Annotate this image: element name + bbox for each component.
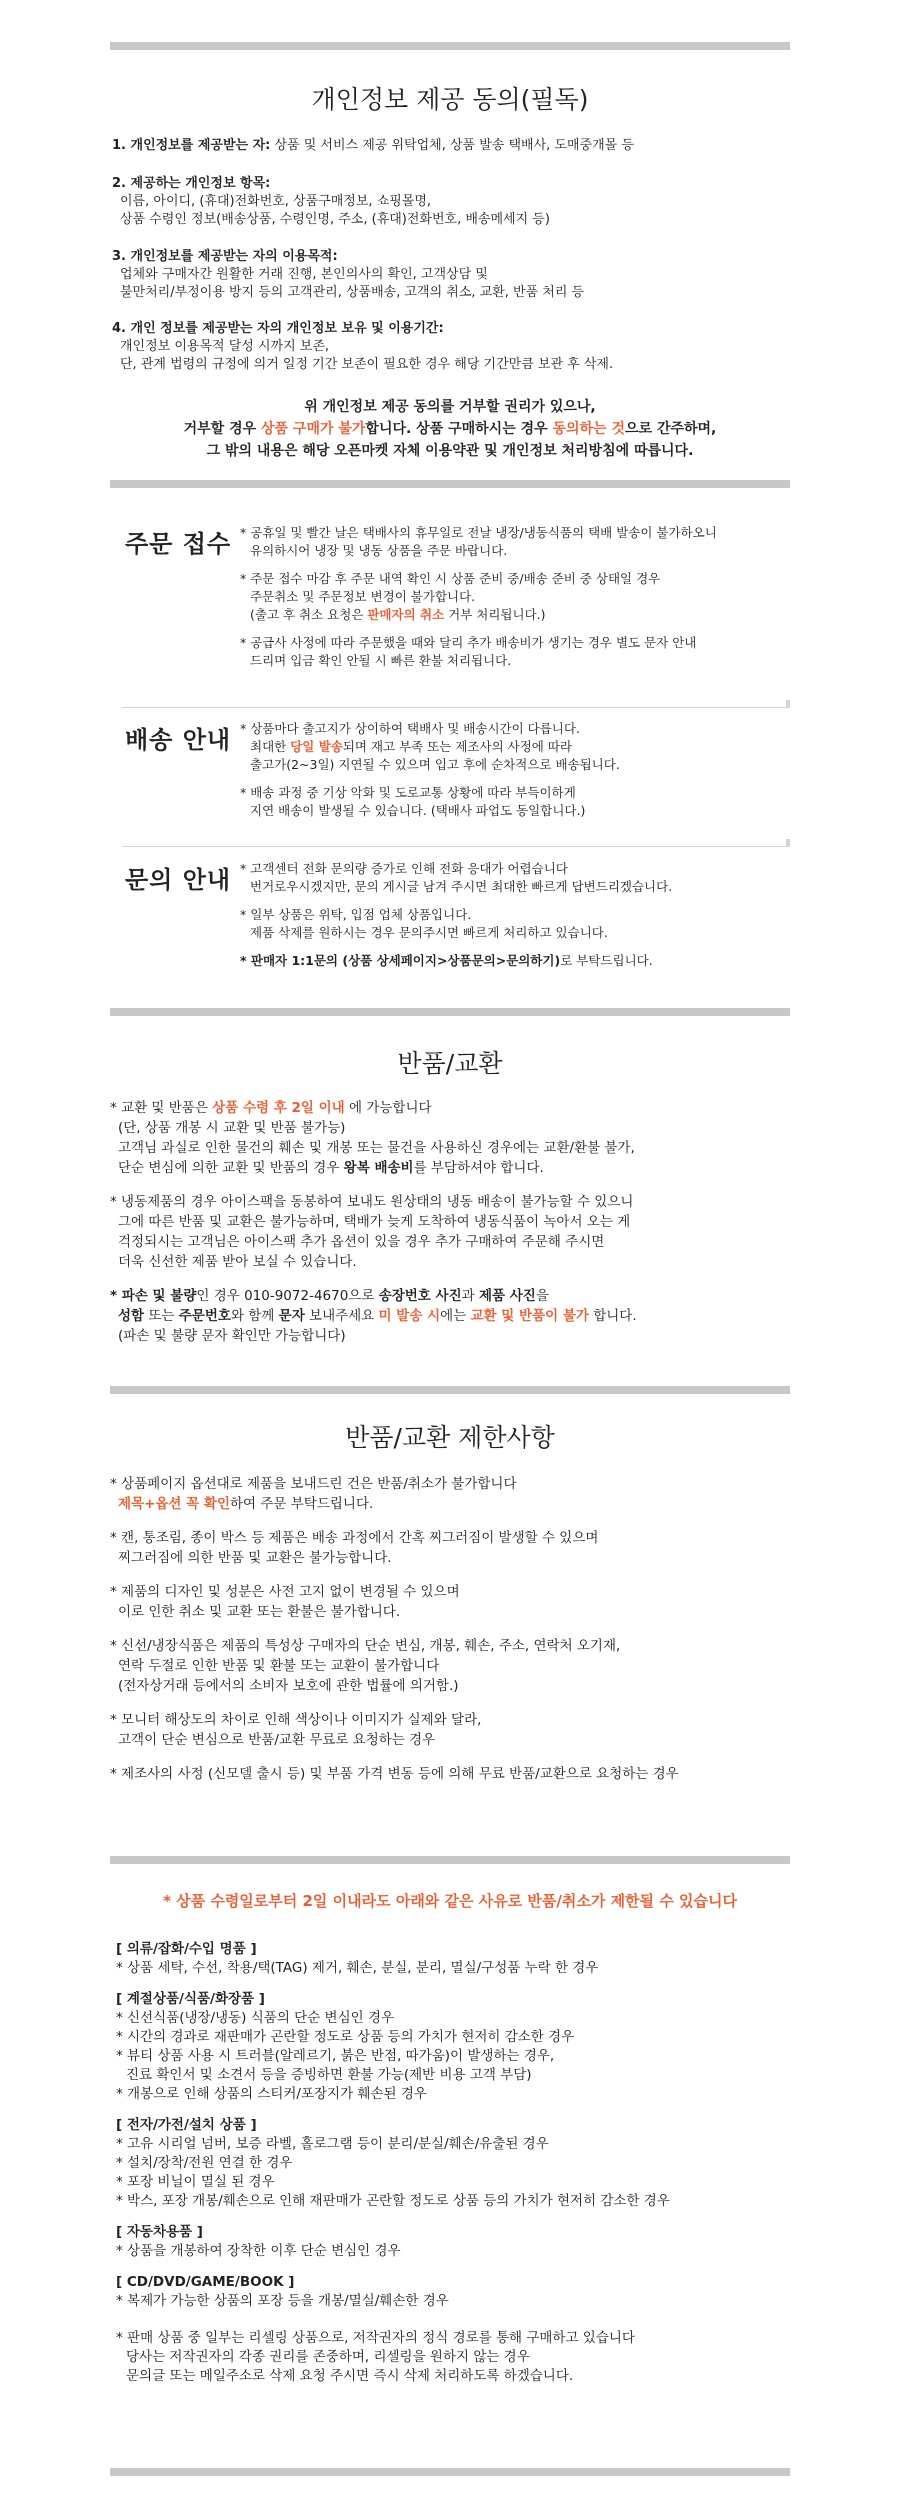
returns-line: 인 경우 010-9072-4670으로 [196, 1288, 379, 1304]
privacy-item-3-head: 3. 개인정보를 제공받는 자의 이용목적: [112, 249, 338, 264]
returns-bold: 왕복 배송비 [343, 1160, 414, 1176]
returns-line: 고객님 과실로 인한 물건의 훼손 및 개봉 또는 물건을 사용하신 경우에는 교환/환불 불가, [118, 1140, 635, 1156]
section-divider [110, 480, 790, 488]
order-line: 유의하시어 냉장 및 냉동 상품을 주문 바랍니다. [250, 543, 508, 558]
limits-line: (전자상거래 등에서의 소비자 보호에 관한 법률에 의거함.) [118, 1678, 459, 1694]
limits-title: 반품/교환 제한사항 [345, 1423, 555, 1452]
limits-line: * 모니터 해상도의 차이로 인해 색상이나 이미지가 실제와 달라, [110, 1712, 482, 1728]
returns-line: * 냉동제품의 경우 아이스팩을 동봉하여 보내도 원상태의 냉동 배송이 불가능할 수 있으니 [110, 1194, 634, 1210]
inquiry-line: * 판매자 1:1문의 (상품 상세페이지>상품문의>문의하기) [240, 953, 561, 968]
returns-line: 걱정되시는 고객님은 아이스팩 추가 옵션이 있을 경우 추가 구매하여 주문해 주시면 [118, 1234, 605, 1250]
restrict-group-title: [ 전자/가전/설치 상품 ] [116, 2117, 257, 2133]
subsection-rule-end [786, 839, 790, 847]
restrict-line: * 뷰티 상품 사용 시 트러블(알레르기, 붉은 반점, 따가움)이 발생하는 경우, [116, 2048, 555, 2064]
section-divider [110, 1386, 790, 1394]
inquiry-line: 로 부탁드립니다. [560, 953, 653, 968]
restrict-line: * 박스, 포장 개봉/훼손으로 인해 재판매가 곤란할 정도로 상품 등의 가치가 현저히 감소한 경우 [116, 2193, 670, 2209]
privacy-item-4 [112, 320, 792, 374]
order-head: 주문 접수 [125, 530, 232, 558]
returns-line: 더욱 신선한 제품 받아 보실 수 있습니다. [118, 1254, 357, 1270]
returns-line: 를 부담하셔야 합니다. [413, 1160, 544, 1176]
order-line: * 공급사 사정에 따라 주문했을 때와 달리 추가 배송비가 생기는 경우 별도 문자 안내 [240, 635, 697, 650]
privacy-item-4-line: 개인정보 이용목적 달성 시까지 보존, [120, 339, 330, 354]
notice-text: 으로 간주하며, [625, 421, 717, 437]
restrict-line: * 시간의 경과로 재판매가 곤란할 정도로 상품 등의 가치가 현저히 감소한 경우 [116, 2029, 575, 2045]
limits-line: 하여 주문 부탁드립니다. [230, 1496, 374, 1512]
restrict-line: * 고유 시리얼 넘버, 보증 라벨, 홀로그램 등이 분리/분실/훼손/유출된 경우 [116, 2136, 549, 2152]
top-divider [110, 42, 790, 50]
returns-line: 을 [535, 1288, 549, 1304]
limits-line: 찌그러짐에 의한 반품 및 교환은 불가능합니다. [118, 1550, 392, 1566]
returns-bold: 제품 사진 [478, 1288, 536, 1304]
limits-line: 연락 두절로 인한 반품 및 환불 또는 교환이 불가합니다 [118, 1658, 440, 1674]
notice-highlight: 동의하는 것 [552, 421, 626, 437]
shipping-line: 되며 재고 부족 또는 제조사의 사정에 따라 [342, 739, 572, 754]
limits-line: 고객이 단순 변심으로 반품/교환 무료로 요청하는 경우 [118, 1732, 436, 1748]
restrict-headline: * 상품 수령일로부터 2일 이내라도 아래와 같은 사유로 반품/취소가 제한될 수 있습니다 [163, 1892, 737, 1910]
privacy-item-3 [112, 248, 792, 302]
restrict-group-title: [ 자동차용품 ] [116, 2224, 203, 2240]
returns-line: 와 함께 [230, 1308, 279, 1324]
inquiry-head: 문의 안내 [125, 866, 232, 894]
notice-highlight: 상품 구매가 불가 [261, 421, 366, 437]
order-highlight: 판매자의 취소 [367, 607, 445, 622]
privacy-notice-line: 그 밖의 내용은 해당 오픈마켓 자체 이용약관 및 개인정보 처리방침에 따릅니다. [206, 443, 694, 459]
privacy-notice-line: 위 개인정보 제공 동의를 거부할 권리가 있으나, [304, 399, 596, 415]
limits-line: * 제조사의 사정 (신모델 출시 등) 및 부품 가격 변동 등에 의해 무료 반품/교환으로 요청하는 경우 [110, 1766, 679, 1782]
limits-highlight: 제목+옵션 꼭 확인 [118, 1496, 230, 1512]
restrict-line: 진료 확인서 및 소견서 등을 증빙하면 환불 가능(제반 비용 고객 부담) [126, 2067, 532, 2083]
resale-line: 당사는 저작권자의 각종 권리를 존중하며, 리셀링을 원하지 않는 경우 [126, 2349, 530, 2365]
returns-bold: 성함 [118, 1308, 145, 1324]
shipping-head: 배송 안내 [125, 726, 232, 754]
returns-line: 단순 변심에 의한 교환 및 반품의 경우 [118, 1160, 344, 1176]
order-line: * 주문 접수 마감 후 주문 내역 확인 시 상품 준비 중/배송 준비 중 상태일 경우 [240, 571, 661, 586]
returns-highlight: 상품 수령 후 2일 이내 [212, 1100, 345, 1116]
limits-line: 이로 인한 취소 및 교환 또는 환불은 불가합니다. [118, 1604, 401, 1620]
privacy-item-2-head: 2. 제공하는 개인정보 항목: [112, 176, 271, 191]
privacy-notice [110, 396, 790, 462]
order-line: 드리며 입금 확인 안될 시 빠른 환불 처리됩니다. [250, 653, 512, 668]
restrict-line: * 상품을 개봉하여 장착한 이후 단순 변심인 경우 [116, 2243, 401, 2259]
privacy-title: 개인정보 제공 동의(필독) [311, 85, 589, 114]
restrict-group [116, 1940, 806, 1978]
returns-line: * 교환 및 반품은 [110, 1100, 213, 1116]
restrict-line: * 신선식품(냉장/냉동) 식품의 단순 변심인 경우 [116, 2010, 395, 2026]
returns-highlight: 미 발송 시 [378, 1308, 441, 1324]
restrict-group-title: [ 의류/잡화/수입 명품 ] [116, 1941, 257, 1957]
limits-line: * 신선/냉장식품은 제품의 특성상 구매자의 단순 변심, 개봉, 훼손, 주소, 연락처 오기재, [110, 1638, 621, 1654]
privacy-item-3-line: 불만처리/부정이용 방지 등의 고객관리, 상품배송, 고객의 취소, 교환, 반품 처리 등 [120, 285, 585, 300]
limits-line: * 제품의 디자인 및 성분은 사전 고지 없이 변경될 수 있으며 [110, 1584, 460, 1600]
inquiry-line: * 일부 상품은 위탁, 입점 업체 상품입니다. [240, 907, 472, 922]
shipping-line: * 배송 과정 중 기상 악화 및 도로교통 상황에 따라 부득이하게 [240, 785, 576, 800]
returns-line: 합니다. [588, 1308, 637, 1324]
resale-line: 문의글 또는 메일주소로 삭제 요청 주시면 즉시 삭제 처리하도록 하겠습니다. [126, 2368, 574, 2384]
returns-body [110, 1098, 800, 1360]
privacy-item-4-head: 4. 개인 정보를 제공받는 자의 개인정보 보유 및 이용기간: [112, 321, 444, 336]
restrict-group-title: [ CD/DVD/GAME/BOOK ] [116, 2274, 295, 2290]
inquiry-line: * 고객센터 전화 문의량 증가로 인해 전화 응대가 어렵습니다 [240, 861, 568, 876]
restrict-group [116, 2223, 806, 2261]
returns-title: 반품/교환 [397, 1049, 503, 1078]
subsection-rule [122, 707, 790, 708]
privacy-item-2-line: 이름, 아이디, (휴대)전화번호, 상품구매정보, 쇼핑몰명, [120, 194, 432, 209]
resale-line: * 판매 상품 중 일부는 리셀링 상품으로, 저작권자의 정식 경로를 통해 구매하고 있습니다 [116, 2330, 635, 2346]
limits-body [110, 1474, 800, 1798]
privacy-item-2 [112, 175, 792, 229]
restrict-line: * 상품 세탁, 수선, 착용/택(TAG) 제거, 훼손, 분실, 분리, 멸실/구성품 누락 한 경우 [116, 1960, 599, 1976]
restrict-group [116, 2116, 806, 2211]
inquiry-line: 번거로우시겠지만, 문의 게시글 남겨 주시면 최대한 빠르게 답변드리겠습니다. [250, 879, 673, 894]
returns-line: 과 [461, 1288, 479, 1304]
returns-bold: * 파손 및 불량 [110, 1288, 197, 1304]
notice-text: 합니다. 상품 구매하시는 경우 [365, 421, 553, 437]
order-line: 주문취소 및 주문정보 변경이 불가합니다. [250, 589, 476, 604]
restrict-group-title: [ 계절상품/식품/화장품 ] [116, 1991, 265, 2007]
restrict-line: * 개봉으로 인해 상품의 스티커/포장지가 훼손된 경우 [116, 2086, 427, 2102]
restrict-group [116, 2273, 806, 2311]
order-line: 거부 처리됩니다.) [444, 607, 546, 622]
shipping-highlight: 당일 발송 [290, 739, 343, 754]
restrict-group [116, 1990, 806, 2104]
shipping-line: * 상품마다 출고지가 상이하여 택배사 및 배송시간이 다릅니다. [240, 721, 580, 736]
inquiry-line: 제품 삭제를 원하시는 경우 문의주시면 빠르게 처리하고 있습니다. [250, 925, 608, 940]
privacy-item-2-line: 상품 수령인 정보(배송상품, 수령인명, 주소, (휴대)전화번호, 배송메세지 등) [120, 212, 550, 227]
privacy-notice-line [110, 418, 790, 440]
shipping-line: 출고가(2~3일) 지연될 수 있으며 입고 후에 순차적으로 배송됩니다. [250, 757, 620, 772]
subsection-rule-end [786, 700, 790, 708]
shipping-line: 최대한 [250, 739, 291, 754]
returns-line: 또는 [144, 1308, 179, 1324]
returns-bold: 문자 [278, 1308, 305, 1324]
order-line: (출고 후 취소 요청은 [250, 607, 368, 622]
limits-line: * 캔, 통조림, 종이 박스 등 제품은 배송 과정에서 간혹 찌그러짐이 발생할 수 있으며 [110, 1530, 599, 1546]
privacy-item-1-head: 1. 개인정보를 제공받는 자: [112, 138, 271, 153]
returns-line: (파손 및 불량 문자 확인만 가능합니다) [118, 1328, 346, 1344]
bottom-divider [110, 2468, 790, 2476]
notice-text: 거부할 경우 [183, 421, 261, 437]
limits-line: * 상품페이지 옵션대로 제품을 보내드린 건은 반품/취소가 불가합니다 [110, 1476, 517, 1492]
returns-line: (단, 상품 개봉 시 교환 및 반품 불가능) [118, 1120, 346, 1136]
privacy-item-1-line: 상품 및 서비스 제공 위탁업체, 상품 발송 택배사, 도매중개몰 등 [270, 138, 634, 153]
returns-line: 그에 따른 반품 및 교환은 불가능하며, 택배가 늦게 도착하여 냉동식품이 녹아서 오는 게 [118, 1214, 631, 1230]
section-divider [110, 1008, 790, 1016]
section-divider [110, 1856, 790, 1864]
shipping-body [240, 720, 790, 830]
privacy-item-1 [112, 137, 792, 155]
returns-bold: 송장번호 사진 [378, 1288, 462, 1304]
restrict-line: * 포장 비닐이 멸실 된 경우 [116, 2174, 275, 2190]
shipping-line: 지연 배송이 발생될 수 있습니다. (택배사 파업도 동일합니다.) [250, 803, 586, 818]
subsection-rule [122, 846, 790, 847]
privacy-item-3-line: 업체와 구매자간 원활한 거래 진행, 본인의사의 확인, 고객상담 및 [120, 267, 488, 282]
privacy-item-4-line: 단, 관계 법령의 규정에 의거 일정 기간 보존이 필요한 경우 해당 기간만큼 보관 후 삭제. [120, 357, 614, 372]
restrict-line: * 설치/장착/전원 연결 한 경우 [116, 2155, 293, 2171]
restrict-line: * 복제가 가능한 상품의 포장 등을 개봉/멸실/훼손한 경우 [116, 2293, 449, 2309]
returns-line: 에 가능합니다 [344, 1100, 432, 1116]
returns-bold: 주문번호 [178, 1308, 231, 1324]
inquiry-body [240, 860, 790, 980]
order-line: * 공휴일 및 빨간 날은 택배사의 휴무일로 전날 냉장/냉동식품의 택배 발송이 불가하오니 [240, 525, 717, 540]
order-body [240, 524, 790, 680]
returns-highlight: 교환 및 반품이 불가 [470, 1308, 589, 1324]
resale-notice [116, 2329, 806, 2386]
restrict-groups [116, 1940, 806, 2398]
returns-line: 에는 [440, 1308, 471, 1324]
returns-line: 보내주세요 [304, 1308, 379, 1324]
